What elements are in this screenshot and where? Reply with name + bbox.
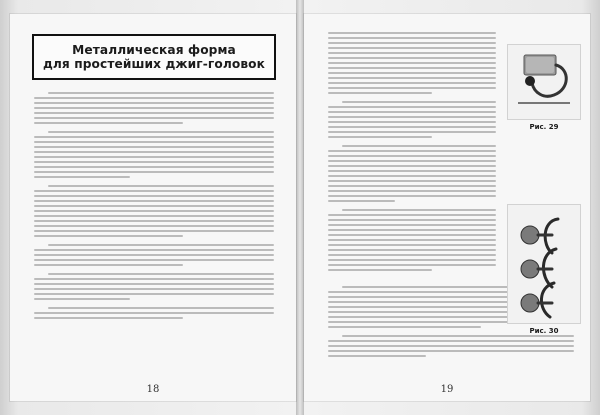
page-title-line-1: Металлическая форма — [72, 43, 236, 57]
jig-head-mold-photo-icon — [507, 44, 581, 120]
right-page — [304, 14, 590, 401]
left-body-text — [34, 92, 274, 319]
page-title-box — [32, 34, 276, 80]
left-page — [10, 14, 296, 401]
right-body-text-top — [328, 32, 496, 271]
figure-30 — [508, 204, 580, 335]
jig-heads-with-hooks-icon — [507, 204, 581, 324]
page-title-line-2: для простейших джиг-головок — [42, 57, 266, 71]
page-number-left: 18 — [146, 384, 160, 395]
figure-29-caption: Рис. 29 — [529, 123, 559, 131]
figure-30-caption: Рис. 30 — [529, 327, 559, 335]
page-number-right: 19 — [440, 384, 454, 395]
book-gutter — [296, 0, 304, 415]
figure-29 — [508, 44, 580, 131]
